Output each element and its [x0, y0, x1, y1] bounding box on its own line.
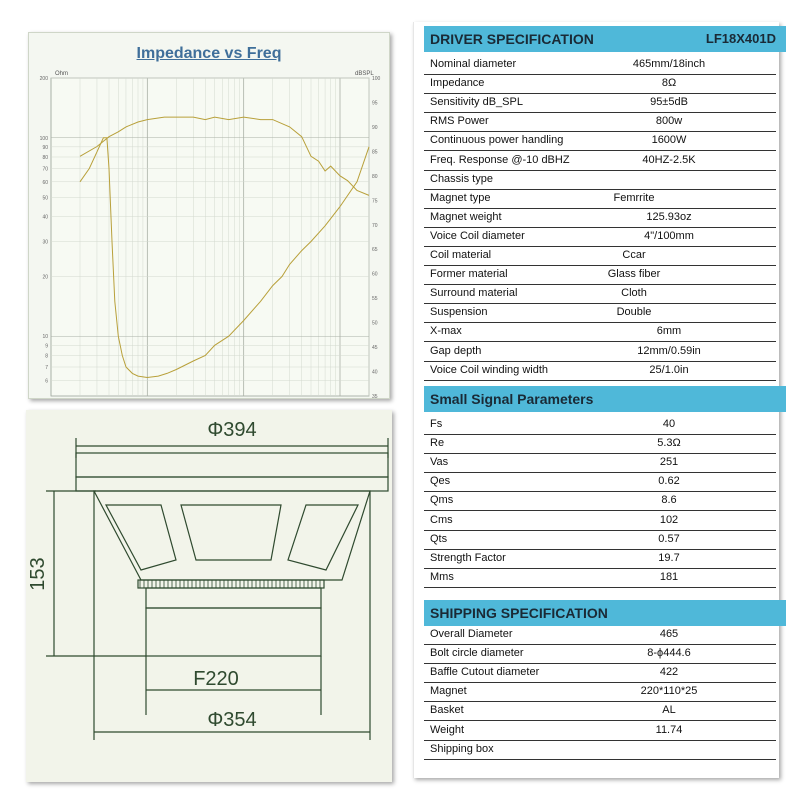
speaker-basket: [94, 491, 370, 580]
spec-value: Glass fiber: [607, 268, 661, 281]
spec-row: [424, 303, 776, 323]
spec-label: Bolt circle diameter: [430, 647, 524, 660]
spec-row: [424, 284, 776, 304]
spec-label: Baffle Cutout diameter: [430, 666, 540, 679]
spec-row: [424, 74, 776, 94]
spec-value: 181: [659, 570, 679, 583]
spec-row: [424, 682, 776, 702]
spec-value: 19.7: [658, 551, 680, 564]
speaker-rim: [76, 453, 388, 477]
spec-row: [424, 491, 776, 511]
spec-value: 5.3Ω: [657, 437, 681, 450]
spec-label: Chassis type: [430, 172, 493, 185]
spec-label: Voice Coil winding width: [430, 363, 549, 376]
spec-label: Freq. Response @-10 dBHZ: [430, 153, 570, 166]
spec-row: [424, 625, 776, 645]
spec-label: Former material: [430, 268, 508, 281]
spec-row: [424, 415, 776, 435]
small-signal-header: [424, 386, 786, 412]
impedance-chart-panel: [28, 32, 390, 399]
spec-row: [424, 342, 776, 362]
y2-tick-label: 55: [372, 296, 378, 303]
y-tick-label: 9: [45, 343, 48, 350]
dim-magnet-label: F220: [193, 668, 239, 690]
y2-tick-label: 75: [372, 198, 378, 205]
y2-tick-label: 90: [372, 124, 378, 131]
spec-row: [424, 55, 776, 75]
spec-panel: [413, 22, 779, 778]
spec-value: 800w: [655, 115, 683, 128]
spec-label: Overall Diameter: [430, 628, 513, 640]
spec-label: Coil material: [430, 249, 492, 261]
spec-row: [424, 549, 776, 569]
spec-row: [424, 322, 776, 342]
y-tick-label: 90: [42, 144, 48, 151]
y2-tick-label: 35: [372, 394, 378, 398]
y-tick-label: 80: [42, 154, 48, 161]
spec-label: Qes: [430, 475, 451, 488]
spec-label: RMS Power: [430, 115, 489, 128]
spec-label: Shipping box: [430, 742, 494, 755]
right-unit-label: dBSPL: [355, 71, 374, 77]
spec-row: [424, 701, 776, 721]
spec-row: [424, 453, 776, 473]
spec-value: 6mm: [656, 325, 682, 338]
spec-row: [424, 568, 776, 588]
spec-row: [424, 644, 776, 664]
spec-row: [424, 472, 776, 492]
small-signal-title: Small Signal Parameters: [430, 391, 594, 407]
y-tick-label: 40: [42, 214, 48, 221]
spec-label: Fs: [430, 418, 443, 430]
y-tick-label: 8: [45, 353, 48, 360]
spec-row: [424, 265, 776, 285]
y2-tick-label: 100: [372, 76, 381, 82]
spec-label: Cms: [430, 513, 453, 526]
spec-value: 11.74: [655, 723, 683, 736]
spec-value: 465: [659, 628, 679, 640]
speaker-magnet: [146, 608, 321, 656]
shipping-spec-title: SHIPPING SPECIFICATION: [430, 605, 608, 621]
spec-value: 8-ϕ444.6: [647, 647, 691, 660]
y-tick-label: 70: [42, 166, 48, 173]
driver-spec-header: [424, 26, 786, 52]
spec-value: 251: [659, 456, 679, 469]
spec-row: [424, 663, 776, 683]
y-tick-label: 50: [42, 195, 48, 202]
spec-label: X-max: [430, 325, 462, 338]
y-tick-label: 100: [39, 135, 48, 142]
y-tick-label: 200: [39, 76, 48, 82]
spec-value: 95±5dB: [650, 96, 688, 109]
spec-row: [424, 740, 776, 760]
spec-label: Basket: [430, 704, 464, 717]
spec-value: 422: [659, 666, 679, 679]
spec-value: 25/1.0in: [649, 363, 689, 376]
spec-value: 40: [662, 418, 676, 430]
spec-value: 465mm/18inch: [632, 58, 706, 70]
spec-label: Strength Factor: [430, 551, 506, 564]
spec-label: Re: [430, 437, 445, 450]
speaker-drawing-panel: [26, 410, 392, 782]
spec-value: Cloth: [621, 287, 647, 300]
spec-row: [424, 208, 776, 228]
plot-area: [51, 78, 369, 396]
driver-spec-title: DRIVER SPECIFICATION: [430, 31, 594, 47]
spec-row: [424, 227, 776, 247]
y2-tick-label: 85: [372, 149, 378, 156]
spec-value: 220*110*25: [640, 685, 698, 698]
spec-value: Femrrite: [613, 191, 655, 204]
dim-bottom-label: Φ354: [207, 709, 257, 731]
spec-label: Sensitivity dB_SPL: [430, 96, 523, 109]
y2-tick-label: 60: [372, 271, 378, 278]
spec-value: Ccar: [622, 249, 646, 261]
y-tick-label: 60: [42, 179, 48, 186]
spec-value: 102: [659, 513, 679, 526]
basket-window: [106, 505, 176, 570]
spec-label: Suspension: [430, 306, 488, 319]
y2-tick-label: 50: [372, 320, 378, 327]
spec-label: Voice Coil diameter: [430, 229, 525, 242]
spec-label: Gap depth: [430, 344, 482, 357]
spec-row: [424, 511, 776, 531]
impedance-chart: [29, 33, 389, 398]
dim-top-label: Φ394: [207, 419, 257, 441]
spec-label: Magnet weight: [430, 210, 502, 223]
y-tick-label: 30: [42, 239, 48, 246]
spec-value: 40HZ-2.5K: [642, 153, 696, 166]
spec-row: [424, 434, 776, 454]
spec-row: [424, 93, 776, 113]
speaker-plate: [146, 588, 321, 608]
y-tick-label: 7: [45, 364, 48, 371]
spec-row: [424, 151, 776, 171]
speaker-cross-section: [26, 410, 392, 782]
spec-row: [424, 530, 776, 550]
basket-window: [288, 505, 358, 570]
spec-label: Weight: [430, 723, 465, 736]
spec-value: 1600W: [651, 134, 687, 147]
shipping-spec-header: [424, 600, 786, 626]
basket-window: [181, 505, 281, 560]
y-tick-label: 20: [42, 274, 48, 281]
spec-label: Surround material: [430, 287, 518, 300]
spec-value: 8Ω: [661, 77, 677, 90]
spec-value: AL: [662, 704, 676, 717]
y-tick-label: 10: [42, 334, 48, 341]
spec-row: [424, 721, 776, 741]
model-number: LF18X401D: [705, 31, 776, 46]
spec-value: 0.57: [658, 532, 680, 545]
spec-label: Qts: [430, 532, 448, 545]
spec-value: 4"/100mm: [644, 229, 694, 242]
y2-tick-label: 70: [372, 222, 378, 229]
y2-tick-label: 65: [372, 247, 378, 254]
spec-label: Vas: [430, 456, 449, 469]
spec-label: Impedance: [430, 77, 485, 90]
spec-value: 12mm/0.59in: [637, 344, 701, 357]
dim-height-label: 153: [27, 557, 49, 591]
y2-tick-label: 45: [372, 345, 378, 352]
y2-tick-label: 95: [372, 100, 378, 107]
speaker-flange: [76, 477, 388, 491]
spec-label: Nominal diameter: [430, 58, 517, 70]
chart-title: Impedance vs Freq: [136, 45, 282, 62]
spec-row: [424, 246, 776, 266]
spec-label: Continuous power handling: [430, 134, 564, 147]
spec-label: Magnet type: [430, 191, 491, 204]
left-unit-label: Ohm: [55, 71, 69, 77]
spec-row: [424, 361, 776, 381]
y2-tick-label: 40: [372, 369, 378, 376]
spec-label: Magnet: [430, 685, 467, 698]
y2-tick-label: 80: [372, 173, 378, 180]
spec-row: [424, 170, 776, 190]
spec-label: Qms: [430, 494, 454, 507]
spec-value: 125.93oz: [646, 210, 692, 223]
spec-value: 0.62: [658, 475, 680, 488]
spec-row: [424, 131, 776, 151]
spec-row: [424, 189, 776, 209]
y-tick-label: 6: [45, 378, 48, 385]
spec-label: Mms: [430, 570, 454, 583]
spec-row: [424, 112, 776, 132]
spec-value: Double: [616, 306, 652, 319]
spec-value: 8.6: [661, 494, 677, 507]
